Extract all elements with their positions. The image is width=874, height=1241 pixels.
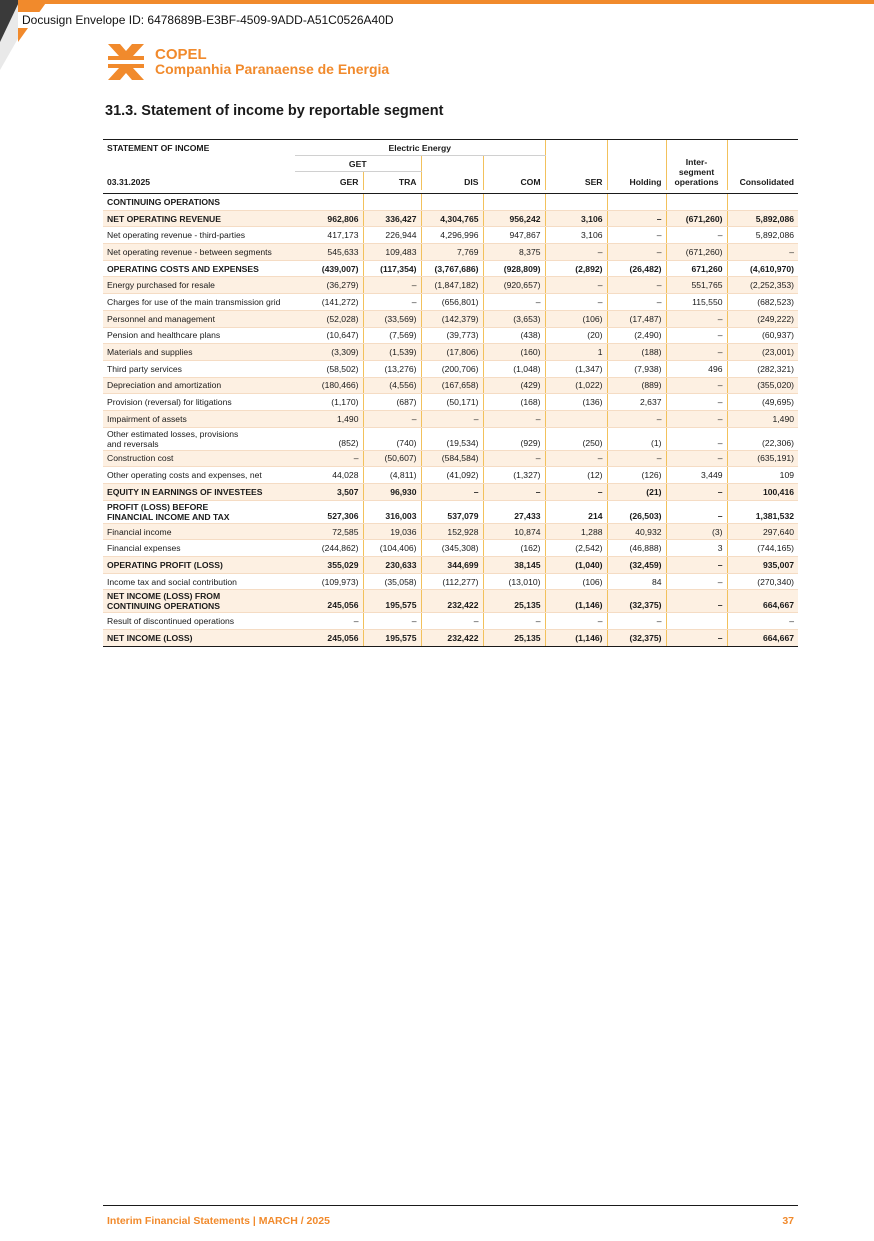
cell-value: (355,020)	[727, 377, 798, 394]
cell-value: –	[421, 410, 483, 427]
cell-value: (200,706)	[421, 360, 483, 377]
cell-value: 214	[545, 500, 607, 523]
table-row	[103, 194, 798, 211]
cell-value: 27,433	[483, 500, 545, 523]
cell-value: 3,449	[666, 467, 727, 484]
col-header-consolidated: Consolidated	[727, 172, 798, 190]
cell-value: 336,427	[363, 210, 421, 227]
cell-value: 195,575	[363, 630, 421, 647]
cell-value: 671,260	[666, 260, 727, 277]
table-row	[103, 540, 798, 557]
row-label: Financial income	[103, 523, 295, 540]
cell-value	[363, 194, 421, 211]
cell-value	[421, 194, 483, 211]
cell-value: 3,106	[545, 227, 607, 244]
income-statement-table	[103, 139, 798, 647]
table-row	[103, 500, 798, 523]
cell-value: –	[421, 613, 483, 630]
cell-value: –	[483, 450, 545, 467]
cell-value: (162)	[483, 540, 545, 557]
cell-value: 355,029	[295, 557, 363, 574]
cell-value: –	[295, 450, 363, 467]
cell-value: (52,028)	[295, 310, 363, 327]
cell-value: (3,309)	[295, 344, 363, 361]
cell-value: (20)	[545, 327, 607, 344]
cell-value: –	[363, 294, 421, 311]
table-row	[103, 260, 798, 277]
cell-value: 1,490	[295, 410, 363, 427]
copel-logo	[106, 42, 389, 82]
table-row	[103, 410, 798, 427]
cell-value: (142,379)	[421, 310, 483, 327]
table-row	[103, 394, 798, 411]
cell-value: (1,040)	[545, 557, 607, 574]
cell-value: (1,022)	[545, 377, 607, 394]
row-label: Materials and supplies	[103, 344, 295, 361]
cell-value: (1)	[607, 427, 666, 450]
page-number: 37	[782, 1215, 794, 1227]
cell-value: –	[483, 484, 545, 501]
cell-value: (32,375)	[607, 590, 666, 613]
cell-value: 5,892,086	[727, 210, 798, 227]
cell-value: (13,010)	[483, 573, 545, 590]
cell-value: –	[483, 294, 545, 311]
cell-value: (852)	[295, 427, 363, 450]
cell-value: –	[666, 590, 727, 613]
row-label: Personnel and management	[103, 310, 295, 327]
cell-value: (1,327)	[483, 467, 545, 484]
row-label: Impairment of assets	[103, 410, 295, 427]
cell-value: (270,340)	[727, 573, 798, 590]
statement-date: 03.31.2025	[107, 176, 151, 187]
cell-value: (23,001)	[727, 344, 798, 361]
cell-value: 417,173	[295, 227, 363, 244]
cell-value: (2,542)	[545, 540, 607, 557]
cell-value: (17,487)	[607, 310, 666, 327]
row-label: Provision (reversal) for litigations	[103, 394, 295, 411]
cell-value: (35,058)	[363, 573, 421, 590]
cell-value: –	[666, 227, 727, 244]
cell-value: 344,699	[421, 557, 483, 574]
col-header-com: COM	[483, 172, 545, 190]
cell-value: (1,146)	[545, 590, 607, 613]
cell-value: (439,007)	[295, 260, 363, 277]
cell-value: 115,550	[666, 294, 727, 311]
cell-value: 551,765	[666, 277, 727, 294]
cell-value: (635,191)	[727, 450, 798, 467]
cell-value: –	[607, 227, 666, 244]
logo-full-name: Companhia Paranaense de Energia	[155, 61, 390, 77]
cell-value: 962,806	[295, 210, 363, 227]
cell-value: (188)	[607, 344, 666, 361]
cell-value: 537,079	[421, 500, 483, 523]
cell-value: –	[666, 377, 727, 394]
cell-value: (21)	[607, 484, 666, 501]
table-row	[103, 450, 798, 467]
cell-value: 8,375	[483, 244, 545, 261]
cell-value: (682,523)	[727, 294, 798, 311]
row-label: Energy purchased for resale	[103, 277, 295, 294]
cell-value: –	[545, 294, 607, 311]
cell-value: 100,416	[727, 484, 798, 501]
cell-value: 1	[545, 344, 607, 361]
docusign-envelope-id: Docusign Envelope ID: 6478689B-E3BF-4509-9ADD-A51C0526A40D	[18, 12, 398, 28]
cell-value: (345,308)	[421, 540, 483, 557]
cell-value: 152,928	[421, 523, 483, 540]
table-row	[103, 327, 798, 344]
table-row	[103, 613, 798, 630]
cell-value: (112,277)	[421, 573, 483, 590]
cell-value: –	[727, 613, 798, 630]
col-header-tra: TRA	[363, 172, 421, 190]
row-label: PROFIT (LOSS) BEFORE FINANCIAL INCOME AND TAX	[103, 500, 295, 523]
cell-value: –	[666, 484, 727, 501]
cell-value: (687)	[363, 394, 421, 411]
cell-value: 5,892,086	[727, 227, 798, 244]
cell-value: (249,222)	[727, 310, 798, 327]
cell-value: –	[545, 484, 607, 501]
cell-value	[666, 613, 727, 630]
table-row	[103, 557, 798, 574]
cell-value: (244,862)	[295, 540, 363, 557]
cell-value: (106)	[545, 573, 607, 590]
cell-value: (1,847,182)	[421, 277, 483, 294]
table-row	[103, 310, 798, 327]
cell-value: –	[363, 613, 421, 630]
row-label: Pension and healthcare plans	[103, 327, 295, 344]
table-row	[103, 590, 798, 613]
income-statement-body	[103, 194, 798, 647]
cell-value: –	[545, 277, 607, 294]
cell-value: 230,633	[363, 557, 421, 574]
cell-value: –	[666, 394, 727, 411]
cell-value: –	[545, 450, 607, 467]
cell-value: 527,306	[295, 500, 363, 523]
cell-value: 84	[607, 573, 666, 590]
row-label: Net operating revenue - between segments	[103, 244, 295, 261]
cell-value: 25,135	[483, 590, 545, 613]
cell-value: (26,482)	[607, 260, 666, 277]
cell-value: 44,028	[295, 467, 363, 484]
cell-value: (2,490)	[607, 327, 666, 344]
cell-value: (36,279)	[295, 277, 363, 294]
cell-value: 19,036	[363, 523, 421, 540]
cell-value: 7,769	[421, 244, 483, 261]
logo-name: COPEL	[155, 46, 207, 63]
cell-value: (12)	[545, 467, 607, 484]
cell-value: 72,585	[295, 523, 363, 540]
cell-value: (4,556)	[363, 377, 421, 394]
cell-value: (126)	[607, 467, 666, 484]
cell-value: –	[607, 613, 666, 630]
cell-value: 1,381,532	[727, 500, 798, 523]
cell-value: 40,932	[607, 523, 666, 540]
cell-value: (1,146)	[545, 630, 607, 647]
cell-value: (7,569)	[363, 327, 421, 344]
cell-value: 496	[666, 360, 727, 377]
copel-logo-icon	[106, 42, 148, 82]
cell-value: 956,242	[483, 210, 545, 227]
cell-value: (1,170)	[295, 394, 363, 411]
cell-value: –	[666, 450, 727, 467]
cell-value: (3,767,686)	[421, 260, 483, 277]
cell-value	[545, 410, 607, 427]
table-row	[103, 630, 798, 647]
cell-value: (3)	[666, 523, 727, 540]
cell-value: (10,647)	[295, 327, 363, 344]
cell-value: –	[363, 277, 421, 294]
row-label: NET INCOME (LOSS) FROM CONTINUING OPERATIONS	[103, 590, 295, 613]
row-label: Financial expenses	[103, 540, 295, 557]
cell-value: (168)	[483, 394, 545, 411]
row-label: OPERATING COSTS AND EXPENSES	[103, 260, 295, 277]
cell-value: (46,888)	[607, 540, 666, 557]
row-label: EQUITY IN EARNINGS OF INVESTEES	[103, 484, 295, 501]
col-header-inter-segment: Inter- segment operations	[666, 156, 727, 190]
cell-value: –	[607, 294, 666, 311]
table-row	[103, 294, 798, 311]
cell-value: (50,607)	[363, 450, 421, 467]
cell-value: 2,637	[607, 394, 666, 411]
table-row	[103, 277, 798, 294]
cell-value: 109,483	[363, 244, 421, 261]
row-label: Depreciation and amortization	[103, 377, 295, 394]
cell-value: 545,633	[295, 244, 363, 261]
row-label: Construction cost	[103, 450, 295, 467]
cell-value: –	[363, 410, 421, 427]
cell-value: –	[607, 410, 666, 427]
row-label: NET INCOME (LOSS)	[103, 630, 295, 647]
cell-value: (136)	[545, 394, 607, 411]
corner-decoration-dark	[0, 0, 20, 42]
table-row	[103, 360, 798, 377]
statement-of-income-label: STATEMENT OF INCOME	[103, 140, 295, 156]
cell-value: 3,507	[295, 484, 363, 501]
cell-value: 3,106	[545, 210, 607, 227]
row-label: CONTINUING OPERATIONS	[103, 194, 295, 211]
table-row	[103, 344, 798, 361]
cell-value: (50,171)	[421, 394, 483, 411]
col-header-holding: Holding	[607, 172, 666, 190]
cell-value: (141,272)	[295, 294, 363, 311]
cell-value: (7,938)	[607, 360, 666, 377]
cell-value: 226,944	[363, 227, 421, 244]
get-subgroup-header: GET	[295, 156, 421, 172]
cell-value: (889)	[607, 377, 666, 394]
cell-value	[666, 194, 727, 211]
cell-value: –	[545, 613, 607, 630]
cell-value: 96,930	[363, 484, 421, 501]
cell-value: (160)	[483, 344, 545, 361]
cell-value: (19,534)	[421, 427, 483, 450]
cell-value: –	[607, 450, 666, 467]
cell-value: –	[727, 244, 798, 261]
row-label: Other estimated losses, provisions and reversals	[103, 427, 295, 450]
cell-value: 109	[727, 467, 798, 484]
table-row	[103, 523, 798, 540]
row-label: Result of discontinued operations	[103, 613, 295, 630]
cell-value: –	[666, 427, 727, 450]
cell-value: (58,502)	[295, 360, 363, 377]
cell-value: (4,811)	[363, 467, 421, 484]
cell-value: 947,867	[483, 227, 545, 244]
footer-divider	[103, 1205, 798, 1206]
cell-value: (167,658)	[421, 377, 483, 394]
col-header-dis: DIS	[421, 172, 483, 190]
cell-value: (180,466)	[295, 377, 363, 394]
cell-value: (929)	[483, 427, 545, 450]
cell-value: 316,003	[363, 500, 421, 523]
cell-value: 232,422	[421, 590, 483, 613]
cell-value	[545, 194, 607, 211]
cell-value: 3	[666, 540, 727, 557]
cell-value: 245,056	[295, 590, 363, 613]
cell-value: –	[607, 210, 666, 227]
cell-value: (49,695)	[727, 394, 798, 411]
cell-value: –	[607, 244, 666, 261]
cell-value: 195,575	[363, 590, 421, 613]
row-label: OPERATING PROFIT (LOSS)	[103, 557, 295, 574]
row-label: Income tax and social contribution	[103, 573, 295, 590]
cell-value: 935,007	[727, 557, 798, 574]
cell-value: (429)	[483, 377, 545, 394]
cell-value: 4,304,765	[421, 210, 483, 227]
cell-value: –	[295, 613, 363, 630]
electric-energy-group-header: Electric Energy	[295, 140, 545, 156]
cell-value	[727, 194, 798, 211]
cell-value: (656,801)	[421, 294, 483, 311]
table-row	[103, 227, 798, 244]
cell-value: (26,503)	[607, 500, 666, 523]
table-row	[103, 210, 798, 227]
cell-value: 245,056	[295, 630, 363, 647]
table-row	[103, 484, 798, 501]
cell-value: 4,296,996	[421, 227, 483, 244]
cell-value: –	[421, 484, 483, 501]
page-title: 31.3. Statement of income by reportable segment	[105, 103, 444, 119]
cell-value: (671,260)	[666, 244, 727, 261]
row-label: Other operating costs and expenses, net	[103, 467, 295, 484]
cell-value: (17,806)	[421, 344, 483, 361]
table-row	[103, 573, 798, 590]
col-header-ger: GER	[339, 176, 359, 187]
cell-value: 1,490	[727, 410, 798, 427]
cell-value: (740)	[363, 427, 421, 450]
cell-value: –	[666, 500, 727, 523]
cell-value: –	[666, 410, 727, 427]
cell-value: 232,422	[421, 630, 483, 647]
row-label: Net operating revenue - third-parties	[103, 227, 295, 244]
row-label: Charges for use of the main transmission grid	[103, 294, 295, 311]
cell-value: –	[666, 310, 727, 327]
cell-value: (2,252,353)	[727, 277, 798, 294]
cell-value: (41,092)	[421, 467, 483, 484]
cell-value: –	[666, 344, 727, 361]
cell-value: (33,569)	[363, 310, 421, 327]
cell-value: (3,653)	[483, 310, 545, 327]
cell-value: 38,145	[483, 557, 545, 574]
cell-value: –	[666, 573, 727, 590]
cell-value: –	[666, 557, 727, 574]
cell-value: (282,321)	[727, 360, 798, 377]
cell-value: (4,610,970)	[727, 260, 798, 277]
cell-value	[607, 194, 666, 211]
cell-value: (1,539)	[363, 344, 421, 361]
cell-value: (438)	[483, 327, 545, 344]
cell-value: (2,892)	[545, 260, 607, 277]
table-row	[103, 427, 798, 450]
cell-value: (104,406)	[363, 540, 421, 557]
table-row	[103, 377, 798, 394]
cell-value: (32,459)	[607, 557, 666, 574]
cell-value: –	[666, 327, 727, 344]
footer-report-title: Interim Financial Statements | MARCH / 2025	[107, 1215, 330, 1227]
cell-value: –	[483, 613, 545, 630]
cell-value: (13,276)	[363, 360, 421, 377]
cell-value: (1,347)	[545, 360, 607, 377]
cell-value: (106)	[545, 310, 607, 327]
col-header-ser: SER	[545, 172, 607, 190]
cell-value: 25,135	[483, 630, 545, 647]
cell-value: –	[607, 277, 666, 294]
cell-value: (250)	[545, 427, 607, 450]
cell-value: (1,048)	[483, 360, 545, 377]
cell-value: (671,260)	[666, 210, 727, 227]
cell-value: (928,809)	[483, 260, 545, 277]
cell-value: (60,937)	[727, 327, 798, 344]
cell-value: (109,973)	[295, 573, 363, 590]
cell-value: 1,288	[545, 523, 607, 540]
cell-value: –	[666, 630, 727, 647]
row-label: Third party services	[103, 360, 295, 377]
cell-value: (39,773)	[421, 327, 483, 344]
table-row	[103, 467, 798, 484]
cell-value: 664,667	[727, 590, 798, 613]
cell-value	[483, 194, 545, 211]
table-row	[103, 244, 798, 261]
cell-value: (22,306)	[727, 427, 798, 450]
cell-value: (117,354)	[363, 260, 421, 277]
cell-value: (920,657)	[483, 277, 545, 294]
cell-value: (744,165)	[727, 540, 798, 557]
cell-value: 664,667	[727, 630, 798, 647]
row-label: NET OPERATING REVENUE	[103, 210, 295, 227]
cell-value: (584,584)	[421, 450, 483, 467]
cell-value: –	[545, 244, 607, 261]
cell-value: 297,640	[727, 523, 798, 540]
top-accent-strip	[0, 0, 874, 4]
cell-value: –	[483, 410, 545, 427]
cell-value: 10,874	[483, 523, 545, 540]
cell-value	[295, 194, 363, 211]
cell-value: (32,375)	[607, 630, 666, 647]
